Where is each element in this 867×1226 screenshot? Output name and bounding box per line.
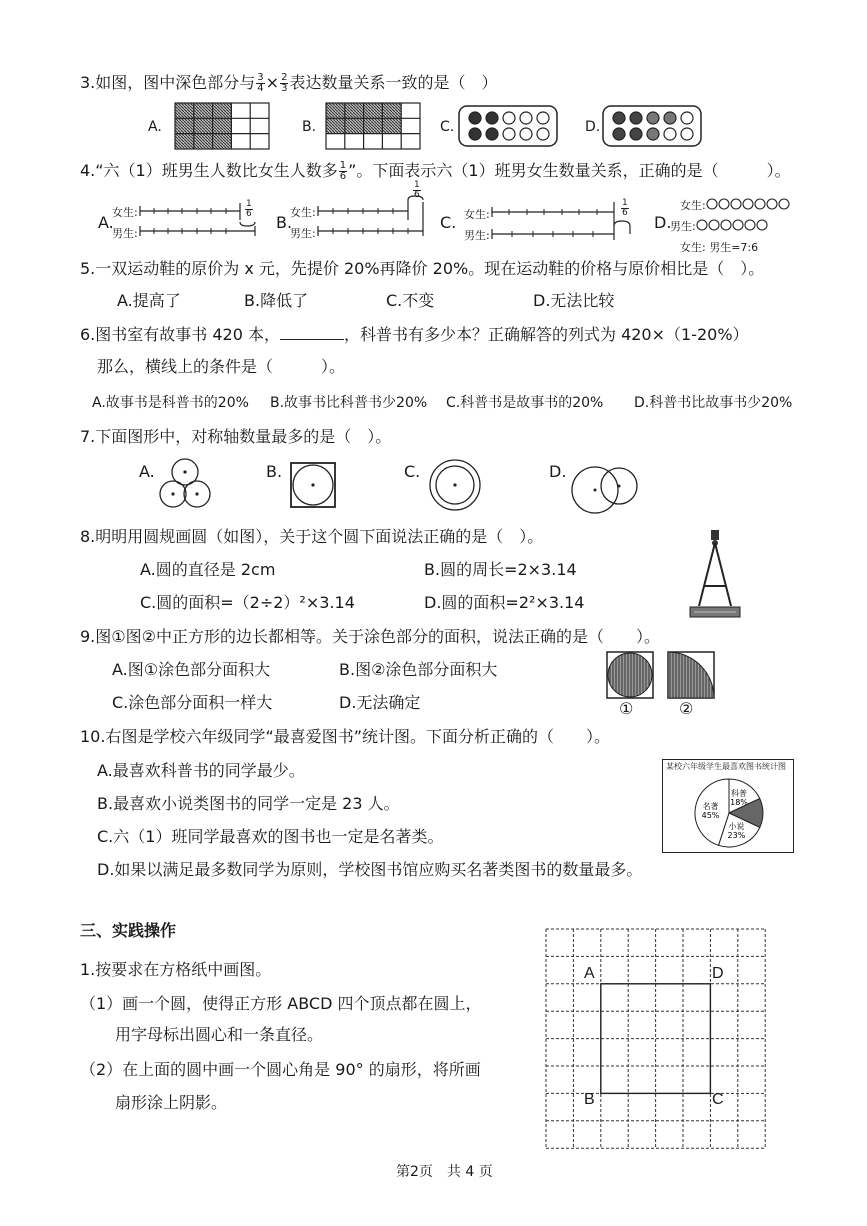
pie-chart (679, 775, 779, 851)
q10-option-a[interactable]: A.最喜欢科普书的同学最少。 (97, 761, 305, 780)
q4-stem: 4.“六（1）班男生人数比女生人数多 $\frac{1}{6}$ ”。下面表示六（1）班男女生数量关系，正确的是（ ）。 (80, 160, 791, 182)
fraction-3-4: $\frac{3}{4}$ (257, 72, 264, 94)
q7-stem: 7.下面图形中，对称轴数量最多的是（ ）。 (80, 427, 392, 446)
q10-option-c[interactable]: C.六（1）班同学最喜欢的图书也一定是名著类。 (97, 827, 444, 846)
q7-option-c[interactable]: C. (404, 462, 421, 481)
q6-option-c[interactable]: C.科普书是故事书的20% (446, 395, 604, 411)
q3-fig-d-circles (602, 105, 702, 147)
q9-option-d[interactable]: D.无法确定 (339, 693, 421, 712)
q4-a-fraction: $\frac{1}{6}$ (246, 199, 252, 219)
q4-c-segment-diagram (492, 198, 637, 244)
q9-option-b[interactable]: B.图②涂色部分面积大 (339, 660, 498, 679)
q6-option-d[interactable]: D.科普书比故事书少20% (634, 395, 793, 411)
section3-p1-line1: （1）画一个圆，使得正方形 ABCD 四个顶点都在圆上， (80, 994, 482, 1013)
pie-value-名著: 45% (701, 811, 720, 821)
q7-option-a[interactable]: A. (139, 462, 155, 481)
q7-fig-b-square-circle (288, 460, 338, 510)
q5-option-b[interactable]: B.降低了 (244, 291, 309, 310)
q4-option-d[interactable]: D. (654, 213, 672, 232)
compass-figure (688, 528, 742, 620)
q3-option-d[interactable]: D. (585, 119, 601, 135)
pie-chart-title: 某校六年级学生最喜欢图书统计图 (666, 762, 786, 771)
q4-c-girl-label: 女生: (464, 208, 490, 221)
q6-stem-line1: 6.图书室有故事书 420 本， ，科普书有多少本？正确解答的列式为 420×（1-20%） (80, 325, 749, 344)
pie-value-科普: 18% (730, 798, 748, 808)
q4-b-fraction: $\frac{1}{6}$ (414, 179, 420, 200)
q3-fig-b-grid (326, 103, 421, 149)
pie-label-小说: 小说 (728, 822, 745, 832)
q8-option-c[interactable]: C.圆的面积=（2÷2）²×3.14 (140, 593, 355, 612)
q4-d-ratio: 女生: 男生=7:6 (680, 241, 759, 254)
q9-fig1-label: ① (619, 699, 634, 718)
section3-p2-line1: （2）在上面的圆中画一个圆心角是 90° 的扇形，将所画 (80, 1060, 481, 1079)
section3-q1: 1.按要求在方格纸中画图。 (80, 960, 272, 979)
square-grid-paper[interactable] (545, 928, 767, 1148)
q4-b-girl-label: 女生: (290, 206, 316, 219)
vertex-a-label: A (584, 965, 595, 982)
pie-label-名著: 名著 (702, 802, 719, 812)
q8-option-b[interactable]: B.圆的周长=2×3.14 (424, 560, 577, 579)
section3-p2-line2: 扇形涂上阴影。 (115, 1093, 228, 1112)
section3-p1-line2: 用字母标出圆心和一条直径。 (115, 1025, 324, 1044)
q9-stem: 9.图①图②中正方形的边长都相等。关于涂色部分的面积，说法正确的是（ ）。 (80, 627, 660, 646)
fraction-2-3: $\frac{2}{3}$ (281, 72, 288, 94)
q3-option-b[interactable]: B. (302, 119, 317, 135)
q3-option-a[interactable]: A. (148, 119, 162, 135)
q7-fig-d-two-circles (568, 464, 640, 514)
q7-option-d[interactable]: D. (549, 462, 567, 481)
pie-chart-box (662, 759, 794, 853)
fraction-1-6: $\frac{1}{6}$ (339, 160, 347, 182)
q4-c-boy-label: 男生: (464, 229, 490, 242)
q9-option-a[interactable]: A.图①涂色部分面积大 (112, 660, 271, 679)
q4-option-c[interactable]: C. (440, 213, 457, 232)
q3-fig-a-grid (175, 103, 270, 149)
q6-answer-blank[interactable] (280, 325, 344, 340)
q4-c-fraction: $\frac{1}{6}$ (622, 197, 628, 218)
pie-label-科普: 科普 (731, 789, 748, 799)
q4-d-boy-circles (696, 218, 776, 232)
q8-option-d[interactable]: D.圆的面积=2²×3.14 (424, 593, 585, 612)
vertex-d-label: D (712, 965, 724, 982)
q9-fig2-label: ② (679, 699, 694, 718)
section3-title: 三、实践操作 (80, 921, 177, 940)
q7-option-b[interactable]: B. (266, 462, 283, 481)
q4-option-a[interactable]: A. (98, 213, 114, 232)
q6-option-b[interactable]: B.故事书比科普书少20% (270, 395, 428, 411)
q8-stem: 8.明明用圆规画圆（如图），关于这个圆下面说法正确的是（ ）。 (80, 527, 544, 546)
q5-option-a[interactable]: A.提高了 (117, 291, 181, 310)
q5-option-c[interactable]: C.不变 (386, 291, 435, 310)
q5-option-d[interactable]: D.无法比较 (533, 291, 615, 310)
q5-stem: 5.一双运动鞋的原价为 x 元，先提价 20%再降价 20%。现在运动鞋的价格与原价相比是（ ）。 (80, 259, 765, 278)
q6-option-a[interactable]: A.故事书是科普书的20% (92, 395, 249, 411)
q10-option-b[interactable]: B.最喜欢小说类图书的同学一定是 23 人。 (97, 794, 400, 813)
q4-d-girl-label: 女生: (680, 199, 706, 212)
q6-stem-line2: 那么，横线上的条件是（ ）。 (97, 357, 346, 376)
vertex-b-label: B (584, 1091, 595, 1108)
q4-a-girl-label: 女生: (112, 206, 138, 219)
q4-option-b[interactable]: B. (276, 213, 293, 232)
q8-option-a[interactable]: A.圆的直径是 2cm (140, 560, 276, 579)
q3-fig-c-circles (458, 105, 558, 147)
q4-d-boy-label: 男生: (670, 220, 696, 233)
q10-option-d[interactable]: D.如果以满足最多数同学为原则，学校图书馆应购买名著类图书的数量最多。 (97, 860, 643, 879)
q4-a-boy-label: 男生: (112, 227, 138, 240)
page-footer: 第2页 共 4 页 (396, 1164, 493, 1180)
q4-b-boy-label: 男生: (290, 227, 316, 240)
q4-d-girl-circles (706, 197, 796, 211)
q9-figures (606, 651, 718, 699)
q7-fig-a-three-circles (156, 456, 218, 510)
q3-option-c[interactable]: C. (440, 119, 455, 135)
vertex-c-label: C (712, 1091, 724, 1108)
q7-fig-c-concentric-circles (428, 458, 482, 512)
q9-option-c[interactable]: C.涂色部分面积一样大 (112, 693, 273, 712)
pie-value-小说: 23% (727, 831, 746, 841)
q10-stem: 10.右图是学校六年级同学“最喜爱图书”统计图。下面分析正确的（ ）。 (80, 727, 611, 746)
q3-stem: 3.如图，图中深色部分与 $\frac{3}{4}$ × $\frac{2}{3}$ 表达数量关系一致的是（ ） (80, 72, 498, 94)
